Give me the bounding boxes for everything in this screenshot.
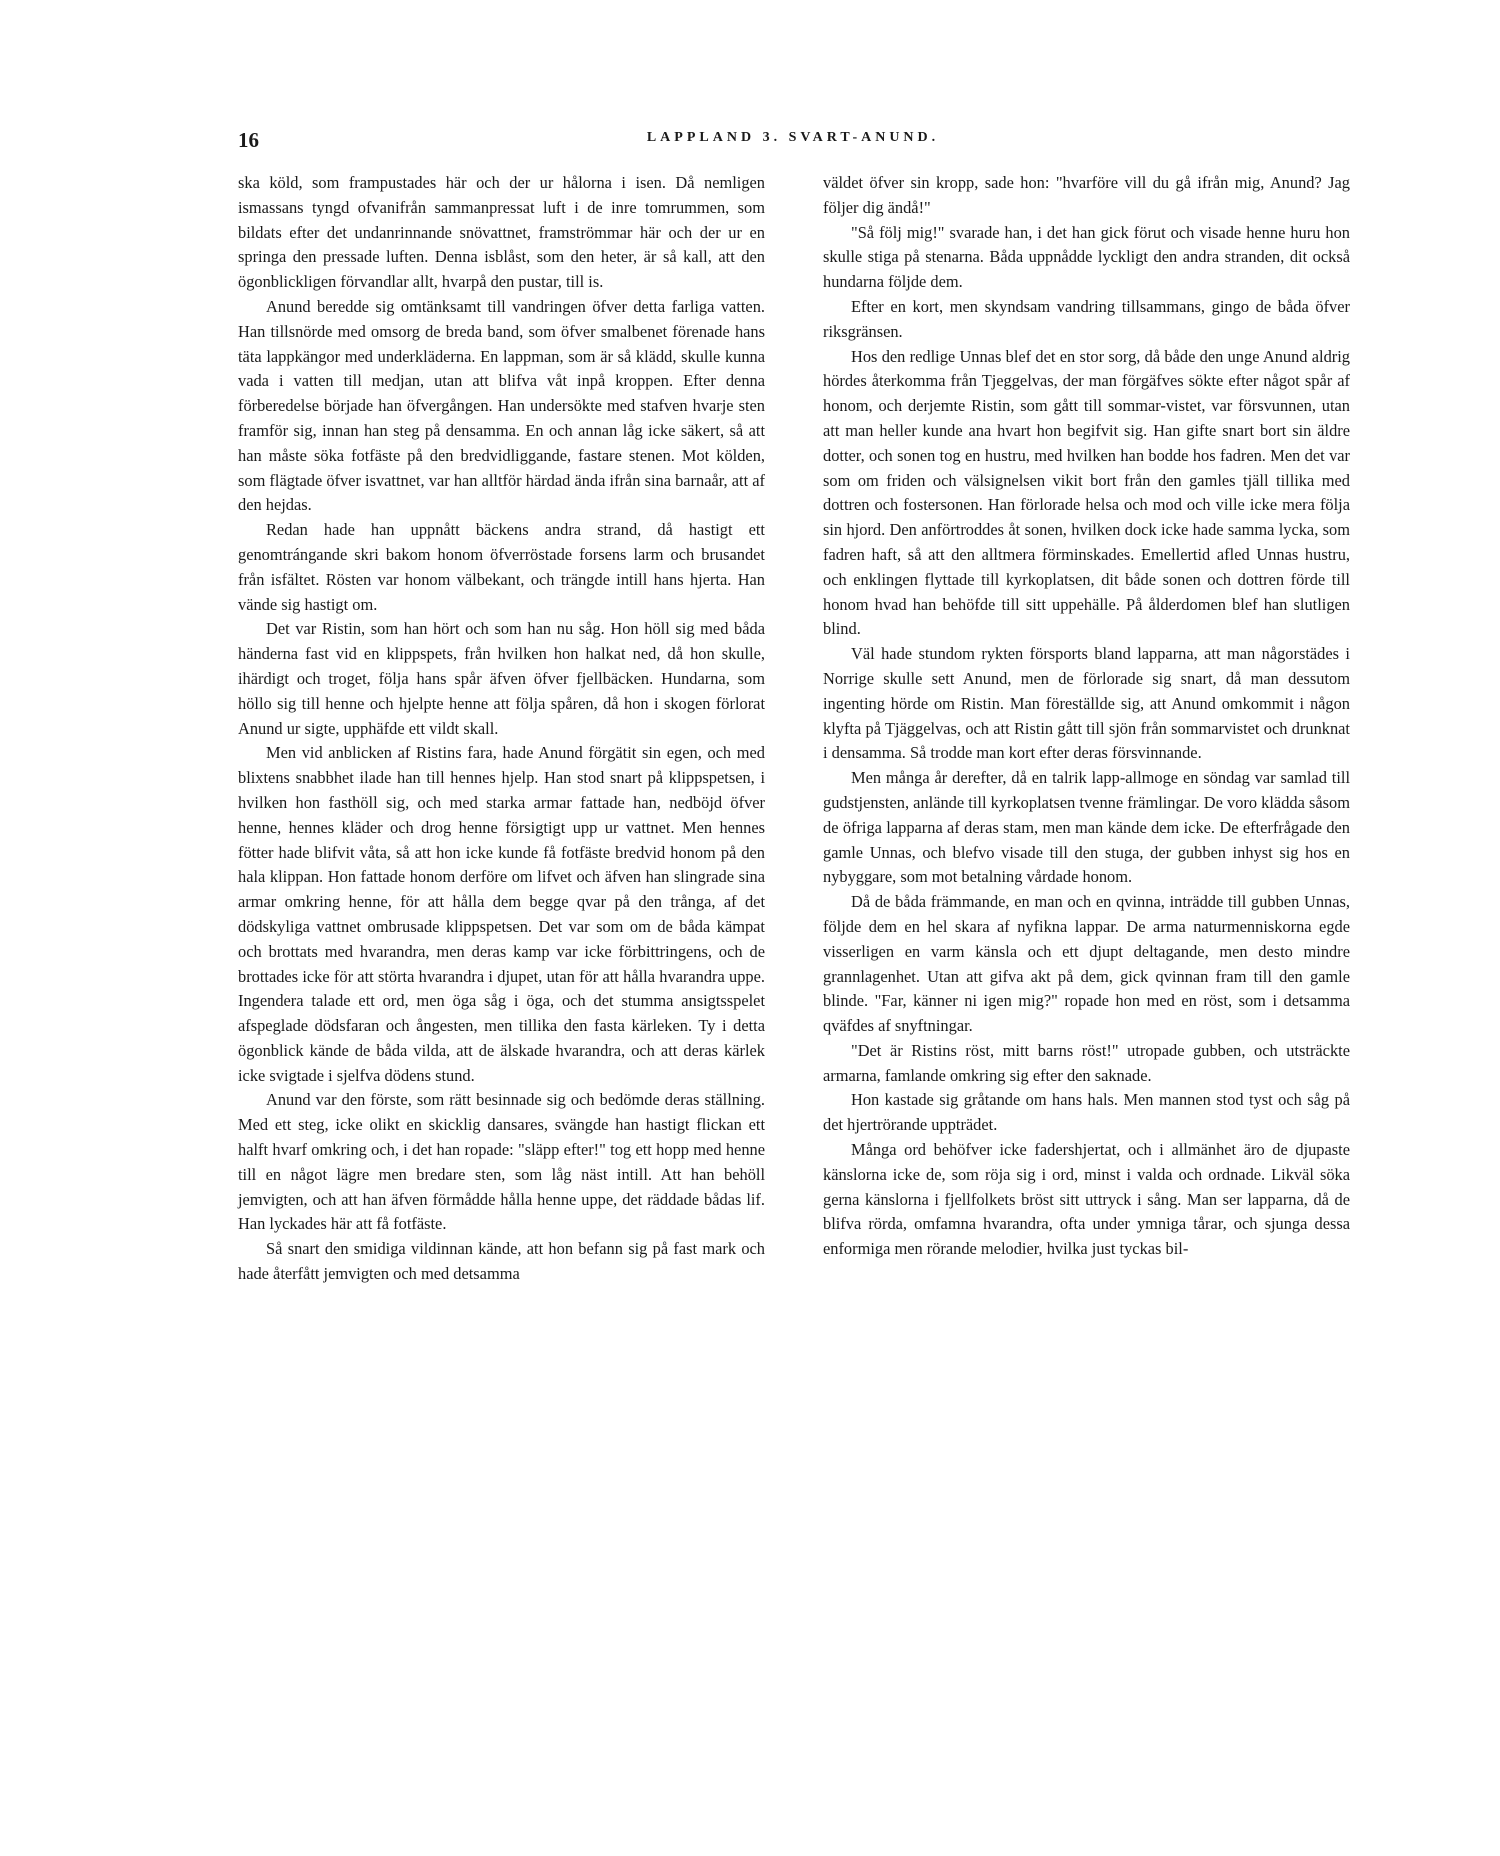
- paragraph: Redan hade han uppnått bäckens andra strand, då hastigt ett genomtrángande skri bakom honom öfverröstade forsens larm och brusandet från isfältet. Rösten var honom välbekant, och trängde intill hans hjerta. Han vände sig hastigt om.: [238, 520, 765, 614]
- paragraph: ska köld, som frampustades här och der ur hålorna i isen. Då nemligen ismassans tyngd ofvanifrån sammanpressat luft i de inre tomrummen, som bildats efter det undanrinnande snövattnet, framströmmar här och der ur en springa den pressade luften. Denna isblåst, som den heter, är så kall, att den ögonblickligen förvandlar allt, hvarpå den pustar, till is.: [238, 173, 765, 292]
- paragraph: Hon kastade sig gråtande om hans hals. Men mannen stod tyst och såg på det hjertrörande uppträdet.: [823, 1090, 1350, 1135]
- right-column: [823, 171, 1350, 1262]
- page-number: 16: [238, 128, 259, 152]
- paragraph: Det var Ristin, som han hört och som han nu såg. Hon höll sig med båda händerna fast vid en klippspets, från hvilken hon halkat ned, då hon skulle, ihärdigt och troget, följa hans spår äfven öfver fjellbäcken. Hundarna, som höllo sig till henne och hjelpte henne att följa spåren, då hon i skogen förlorat Anund ur sigte, upphäfde ett vildt skall.: [238, 619, 765, 738]
- paragraph: Men många år derefter, då en talrik lapp-allmoge en söndag var samlad till gudstjensten, anlände till kyrkoplatsen tvenne främlingar. De voro klädda såsom de öfriga lapparna af deras stam, men man kände dem icke. De efterfrågade den gamle Unnas, och blefvo visade till den stuga, der gubben inhyst sig hos en nybyggare, som mot betalning vårdade honom.: [823, 768, 1350, 887]
- paragraph: Väl hade stundom rykten försports bland lapparna, att man någorstädes i Norrige skulle sett Anund, men de förlorade sig snart, då man dessutom ingenting hörde om Ristin. Man föreställde sig, att Anund omkommit i någon klyfta på Tjäggelvas, och att Ristin gått till sjön från sommarvistet och drunknat i densamma. Så trodde man kort efter deras försvinnande.: [823, 644, 1350, 763]
- paragraph: Många ord behöfver icke fadershjertat, och i allmänhet äro de djupaste känslorna icke de, som röja sig i ord, minst i valda och ordnade. Likväl söka gerna känslorna i fjellfolkets bröst sitt uttryck i sång. Man ser lapparna, då de blifva rörda, omfamna hvarandra, ofta under ymniga tårar, och sjunga dessa enformiga men rörande melodier, hvilka just tyckas bil-: [823, 1140, 1350, 1259]
- paragraph: "Så följ mig!" svarade han, i det han gick förut och visade henne huru hon skulle stiga på stenarna. Båda uppnådde lyckligt den andra stranden, dit också hundarna följde dem.: [823, 222, 1350, 292]
- page-header: [238, 128, 1348, 154]
- paragraph: "Det är Ristins röst, mitt barns röst!" utropade gubben, och utsträckte armarna, famlande omkring sig efter den saknade.: [823, 1040, 1350, 1085]
- paragraph: Hos den redlige Unnas blef det en stor sorg, då både den unge Anund aldrig hördes återkomma från Tjeggelvas, der man förgäfves sökte efter något spår af honom, och derjemte Ristin, som gått till sommar-vistet, var försvunnen, utan att man heller kunde ana hvart hon begifvit sig. Han gifte snart bort sin äldre dotter, och sonen tog en hustru, med hvilken han bodde hos fadren. Men det var som om friden och välsignelsen vikit bort från den gamles tjäll tillika med dottren och fostersonen. Han förlorade helsa och mod och ville icke mera följa sin hjord. Den anförtroddes åt sonen, hvilken dock icke hade samma lycka, som fadren haft, så att den alltmera förminskades. Emellertid afled Unnas hustru, och enklingen flyttade till kyrkoplatsen, dit både sonen och dottren förde till honom hvad han behöfde till sitt uppehälle. På ålderdomen blef han slutligen blind.: [823, 346, 1350, 639]
- paragraph: Då de båda främmande, en man och en qvinna, inträdde till gubben Unnas, följde dem en hel skara af nyfikna lappar. De arma naturmenniskorna egde visserligen en varm känsla och ett djupt deltagande, men desto mindre grannlagenhet. Utan att gifva akt på dem, gick qvinnan fram till den gamle blinde. "Far, känner ni igen mig?" ropade hon med en röst, som i detsamma qväfdes af snyftningar.: [823, 892, 1350, 1036]
- paragraph: väldet öfver sin kropp, sade hon: "hvarföre vill du gå ifrån mig, Anund? Jag följer dig ändå!": [823, 173, 1350, 217]
- paragraph: Anund var den förste, som rätt besinnade sig och bedömde deras ställning. Med ett steg, icke olikt en skicklig dansares, svängde han hastigt flickan ett halft hvarf omkring och, i det han ropade: "släpp efter!" tog ett hopp med henne till en något lägre men bredare sten, som låg näst intill. Att han behöll jemvigten, och att han äfven förmådde hålla henne uppe, det räddade bådas lif. Han lyckades här att få fotfäste.: [238, 1090, 765, 1234]
- left-column: [238, 171, 765, 1287]
- paragraph: Anund beredde sig omtänksamt till vandringen öfver detta farliga vatten. Han tillsnörde med omsorg de breda band, som öfver smalbenet förenade hans täta lappkängor med underkläderna. En lappman, som är så klädd, skulle kunna vada i vatten till medjan, utan att blifva våt inpå kroppen. Efter denna förberedelse började han öfvergången. Han undersökte med stafven hvarje sten framför sig, innan han steg på densamma. En och annan låg icke säkert, så att han måste söka fotfäste på den bredvidliggande, fastare stenen. Mot kölden, som flägtade öfver isvattnet, var han alltför härdad ända ifrån sina barnaår, att af den hejdas.: [238, 296, 765, 515]
- paragraph: Men vid anblicken af Ristins fara, hade Anund förgätit sin egen, och med blixtens snabbhet ilade han till hennes hjelp. Han stod snart på klippspetsen, i hvilken hon fasthöll sig, och med starka armar fattade han, nedböjd öfver henne, hennes kläder och drog henne försigtigt upp ur vattnet. Men hennes fötter hade blifvit våta, så att hon icke kunde få fotfäste bredvid honom på den hala klippan. Hon fattade honom derföre om lifvet och äfven han slingrade sina armar omkring henne, för att hålla dem begge qvar på den trånga, af det dödskyliga vattnet ombrusade klippspetsen. Det var som om de båda kämpat och brottats med hvarandra, men deras kamp var icke förbittringens, och de brottades icke för att störta hvarandra i djupet, utan för att hålla hvarandra uppe. Ingendera talade ett ord, men öga såg i öga, och det stumma ansigtsspelet afspeglade dödsfaran och ångesten, men tillika den fasta kärleken. Ty i detta ögonblick kände de båda vilda, att de älskade hvarandra, och att deras kärlek icke svigtade i sjelfva dödens stund.: [238, 743, 765, 1085]
- running-title: LAPPLAND 3. SVART-ANUND.: [646, 130, 940, 145]
- paragraph: Så snart den smidiga vildinnan kände, att hon befann sig på fast mark och hade återfått jemvigten och med detsamma: [238, 1239, 765, 1284]
- paragraph: Efter en kort, men skyndsam vandring tillsammans, gingo de båda öfver riksgränsen.: [823, 296, 1350, 341]
